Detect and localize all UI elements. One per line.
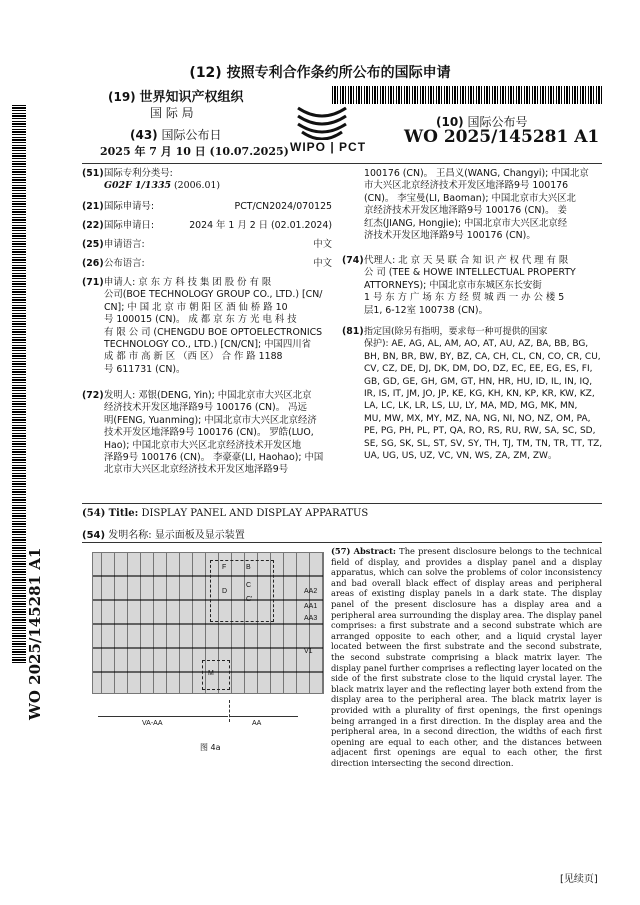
field-71-line: 申请人: 京 东 方 科 技 集 团 股 份 有 限 xyxy=(104,277,272,288)
field-25 xyxy=(82,239,332,251)
field-74-line: 层1, 6-12室 100738 (CN)。 xyxy=(364,304,488,316)
pubdate-code: (43) xyxy=(130,128,158,142)
field-25-value: 中文 xyxy=(313,239,332,250)
field-51-ipc: G02F 1/1335 xyxy=(104,180,172,192)
field-25-label: 申请语言: xyxy=(104,239,145,250)
figure-dimension-line xyxy=(98,716,228,717)
field-71-line: 有 限 公 司 (CHENGDU BOE OPTOELECTRONICS xyxy=(104,326,323,338)
pubno-label: 国际公布号 xyxy=(467,115,528,129)
figure-label: AA2 xyxy=(304,588,318,595)
field-21-label: 国际申请号: xyxy=(104,201,155,212)
field-51-ipc-date: (2006.01) xyxy=(171,180,221,192)
field-72-line: 明(FENG, Yuanming); 中国北京市大兴区北京经济 xyxy=(104,414,317,426)
wipo-emblem-icon xyxy=(292,104,352,140)
header-rule xyxy=(82,163,602,164)
field-22-label: 国际申请日: xyxy=(104,220,155,231)
inventor-line: 市大兴区北京经济技术开发区地泽路9号 100176 xyxy=(364,180,569,192)
field-81-line: PE, PG, PH, PL, PT, QA, RO, RS, RU, RW, SA, SC, SD, xyxy=(364,426,596,437)
pubno-value: WO 2025/145281 A1 xyxy=(404,127,600,147)
field-74 xyxy=(342,255,604,317)
field-71-line: 公司(BOE TECHNOLOGY GROUP CO., LTD.) [CN/ xyxy=(104,289,323,301)
field-81-line: UA, UG, US, UZ, VC, VN, WS, ZA, ZM, ZW。 xyxy=(364,451,557,462)
field-22-code: (22) xyxy=(82,220,104,231)
figure-label: C' xyxy=(246,596,253,603)
field-26-code: (26) xyxy=(82,258,104,269)
field-74-line: 代理人: 北 京 天 昊 联 合 知 识 产 权 代 理 有 限 xyxy=(364,255,569,266)
figure-label: F xyxy=(222,564,227,571)
field-81-line: 保护): AE, AG, AL, AM, AO, AT, AU, AZ, BA, BB, BG, xyxy=(364,339,589,350)
field-71-body xyxy=(104,277,332,376)
field-72-body xyxy=(104,390,332,477)
field-51 xyxy=(82,168,332,193)
title-zh xyxy=(82,526,245,541)
figure-m-box xyxy=(202,660,230,690)
figure-label: AA1 xyxy=(304,603,318,610)
field-81-line: SE, SG, SK, SL, ST, SV, SY, TH, TJ, TM, TN, TR, TT, TZ, xyxy=(364,438,603,449)
inventor-line: 京经济技术开发区地泽路9号 100176 (CN)。 姜 xyxy=(364,205,567,217)
title-zh-value: 显示面板及显示装置 xyxy=(154,530,245,541)
office-name: 世界知识产权组织 xyxy=(139,90,244,105)
field-72-line: Hao); 中国北京市大兴区北京经济技术开发区地 xyxy=(104,439,302,451)
field-72-continued xyxy=(364,168,604,242)
field-72-line: 发明人: 邓银(DENG, Yin); 中国北京市大兴区北京 xyxy=(104,390,312,401)
figure-label: AA xyxy=(252,720,262,727)
pubdate-value: 2025 年 7 月 10 日 (10.07.2025) xyxy=(100,145,289,158)
field-21-value: PCT/CN2024/070125 xyxy=(234,201,332,212)
abstract-label: Abstract: xyxy=(353,546,396,556)
figure-dimension-line xyxy=(230,716,298,717)
inventor-line: 红杰(JIANG, Hongjie); 中国北京市大兴区北京经 xyxy=(364,217,568,229)
field-21 xyxy=(82,201,332,213)
figure-detail-box xyxy=(210,560,274,622)
figure-label: VA-AA xyxy=(142,720,163,727)
figure-label: C xyxy=(246,582,252,589)
figure-boundary-line xyxy=(229,700,230,722)
field-71-line: CN]; 中 国 北 京 市 朝 阳 区 酒 仙 桥 路 10 xyxy=(104,301,288,313)
field-74-body xyxy=(364,255,604,317)
pubdate-label-block xyxy=(130,126,222,143)
figure-label: B xyxy=(246,564,251,571)
field-22-value: 2024 年 1 月 2 日 (02.01.2024) xyxy=(189,220,332,231)
inventor-line: 100176 (CN)。 王昌义(WANG, Changyi); 中国北京 xyxy=(364,168,589,179)
field-81-line: BH, BN, BR, BW, BY, BZ, CA, CH, CL, CN, CO, CR, CU, xyxy=(364,351,601,362)
field-25-code: (25) xyxy=(82,239,104,250)
side-barcode xyxy=(12,105,26,665)
title-zh-label: 发明名称: xyxy=(108,530,152,541)
figure-label: M xyxy=(208,670,214,677)
field-51-code: (51) xyxy=(82,168,104,179)
abstract-text: The present disclosure belongs to the technical field of display, and provides a display panel and a display apparatus, which can solve the problems of color inconsistency and bad overall black effect of display areas and peripheral areas of existing display panels in a dark state. The display panel of the present disclosure has a display area and a peripheral area surrounding the display area. The display panel comprises: a first substrate and a second substrate which are arranged opposite to each other, and a liquid crystal layer located between the first substrate and the second substrate, the second substrate comprising a black matrix layer. The display panel further comprises a reflecting layer located on the side of the first substrate close to the liquid crystal layer. The black matrix layer and the reflecting layer both extend from the display area to the peripheral area. The black matrix layer is provided with a plurality of first openings, the first openings being arranged in a first direction. In the display area and the peripheral area, in a second direction, the widths of each first opening are equal to each other, and the distances between adjacent first openings are equal to each other, the first direction intersecting the second direction. xyxy=(331,546,603,768)
field-72 xyxy=(82,390,332,477)
figure-caption: 图 4a xyxy=(200,743,221,752)
continued-note: [见续页] xyxy=(560,874,598,885)
office-block xyxy=(108,86,244,105)
field-72-code: (72) xyxy=(82,390,104,401)
document-title: (12) 按照专利合作条约所公布的国际申请 xyxy=(189,65,451,81)
field-74-line: ATTORNEYS); 中国北京市东城区东长安街 xyxy=(364,279,542,291)
title-zh-code: (54) xyxy=(82,530,106,541)
field-81-code: (81) xyxy=(342,326,364,337)
abstract-code: (57) xyxy=(331,546,351,556)
field-81-line: MU, MW, MX, MY, MZ, NA, NG, NI, NO, NZ, OM, PA, xyxy=(364,413,591,424)
field-26-label: 公布语言: xyxy=(104,258,145,269)
side-pubno: WO 2025/145281 A1 xyxy=(26,547,44,720)
field-51-label: 国际专利分类号: xyxy=(104,168,173,179)
field-74-code: (74) xyxy=(342,255,364,266)
office-subname: 国 际 局 xyxy=(150,106,194,120)
field-74-line: 公 司 (TEE & HOWE INTELLECTUAL PROPERTY xyxy=(364,267,576,279)
title-rule-top xyxy=(82,503,602,504)
title-rule-bottom xyxy=(82,542,602,543)
pubdate-label: 国际公布日 xyxy=(161,128,222,142)
field-81-line: CV, CZ, DE, DJ, DK, DM, DO, DZ, EC, EE, EG, ES, FI, xyxy=(364,364,593,375)
field-81-body xyxy=(364,326,604,462)
title-en xyxy=(82,508,368,519)
figure-label: D xyxy=(222,588,228,595)
office-code: (19) xyxy=(108,90,136,104)
field-71-line: 号 100015 (CN)。 成 都 京 东 方 光 电 科 技 xyxy=(104,314,297,326)
title-en-value: DISPLAY PANEL AND DISPLAY APPARATUS xyxy=(141,508,369,519)
pubno-code: (10) xyxy=(436,115,464,129)
abstract xyxy=(331,546,602,768)
field-81-line: 指定国(除另有指明，要求每一种可提供的国家 xyxy=(364,327,548,337)
field-71-line: TECHNOLOGY CO., LTD.) [CN/CN]; 中国四川省 xyxy=(104,339,311,351)
field-26-value: 中文 xyxy=(313,258,332,269)
field-26 xyxy=(82,258,332,270)
title-en-label: Title: xyxy=(108,508,139,519)
inventor-line: 济技术开发区地泽路9号 100176 (CN)。 xyxy=(364,230,536,242)
field-81 xyxy=(342,326,604,462)
field-81-line: IR, IS, IT, JM, JO, JP, KE, KG, KH, KN, KP, KR, KW, KZ, xyxy=(364,389,595,400)
field-71-code: (71) xyxy=(82,277,104,288)
field-71 xyxy=(82,277,332,376)
title-en-code: (54) xyxy=(82,508,106,519)
figure-label: AA3 xyxy=(304,615,318,622)
wipo-logo-text: WIPO | PCT xyxy=(290,140,367,154)
field-72-line: 泽路9号 100176 (CN)。 李豪豪(LI, Haohao); 中国 xyxy=(104,452,324,464)
inventor-line: (CN)。 李宝曼(LI, Baoman); 中国北京市大兴区北 xyxy=(364,192,576,204)
wipo-logo xyxy=(272,104,372,160)
field-72-line: 经济技术开发区地泽路9号 100176 (CN)。 冯远 xyxy=(104,402,307,414)
field-22 xyxy=(82,220,332,232)
field-71-line: 成 都 市 高 新 区 （西 区） 合 作 路 1188 xyxy=(104,351,283,363)
top-barcode xyxy=(332,86,602,104)
field-81-line: LA, LC, LK, LR, LS, LU, LY, MA, MD, MG, MK, MN, xyxy=(364,401,578,412)
field-72-line: 技术开发区地泽路9号 100176 (CN)。 罗皓(LUO, xyxy=(104,427,314,439)
field-74-line: 1 号 东 方 广 场 东 方 经 贸 城 西 一 办 公 楼 5 xyxy=(364,292,565,304)
field-81-line: GB, GD, GE, GH, GM, GT, HN, HR, HU, ID, IL, IN, IQ, xyxy=(364,376,593,387)
field-72-line: 北京市大兴区北京经济技术开发区地泽路9号 xyxy=(104,464,289,476)
field-21-code: (21) xyxy=(82,201,104,212)
figure-label: V1 xyxy=(304,648,313,655)
field-71-line: 号 611731 (CN)。 xyxy=(104,363,186,375)
